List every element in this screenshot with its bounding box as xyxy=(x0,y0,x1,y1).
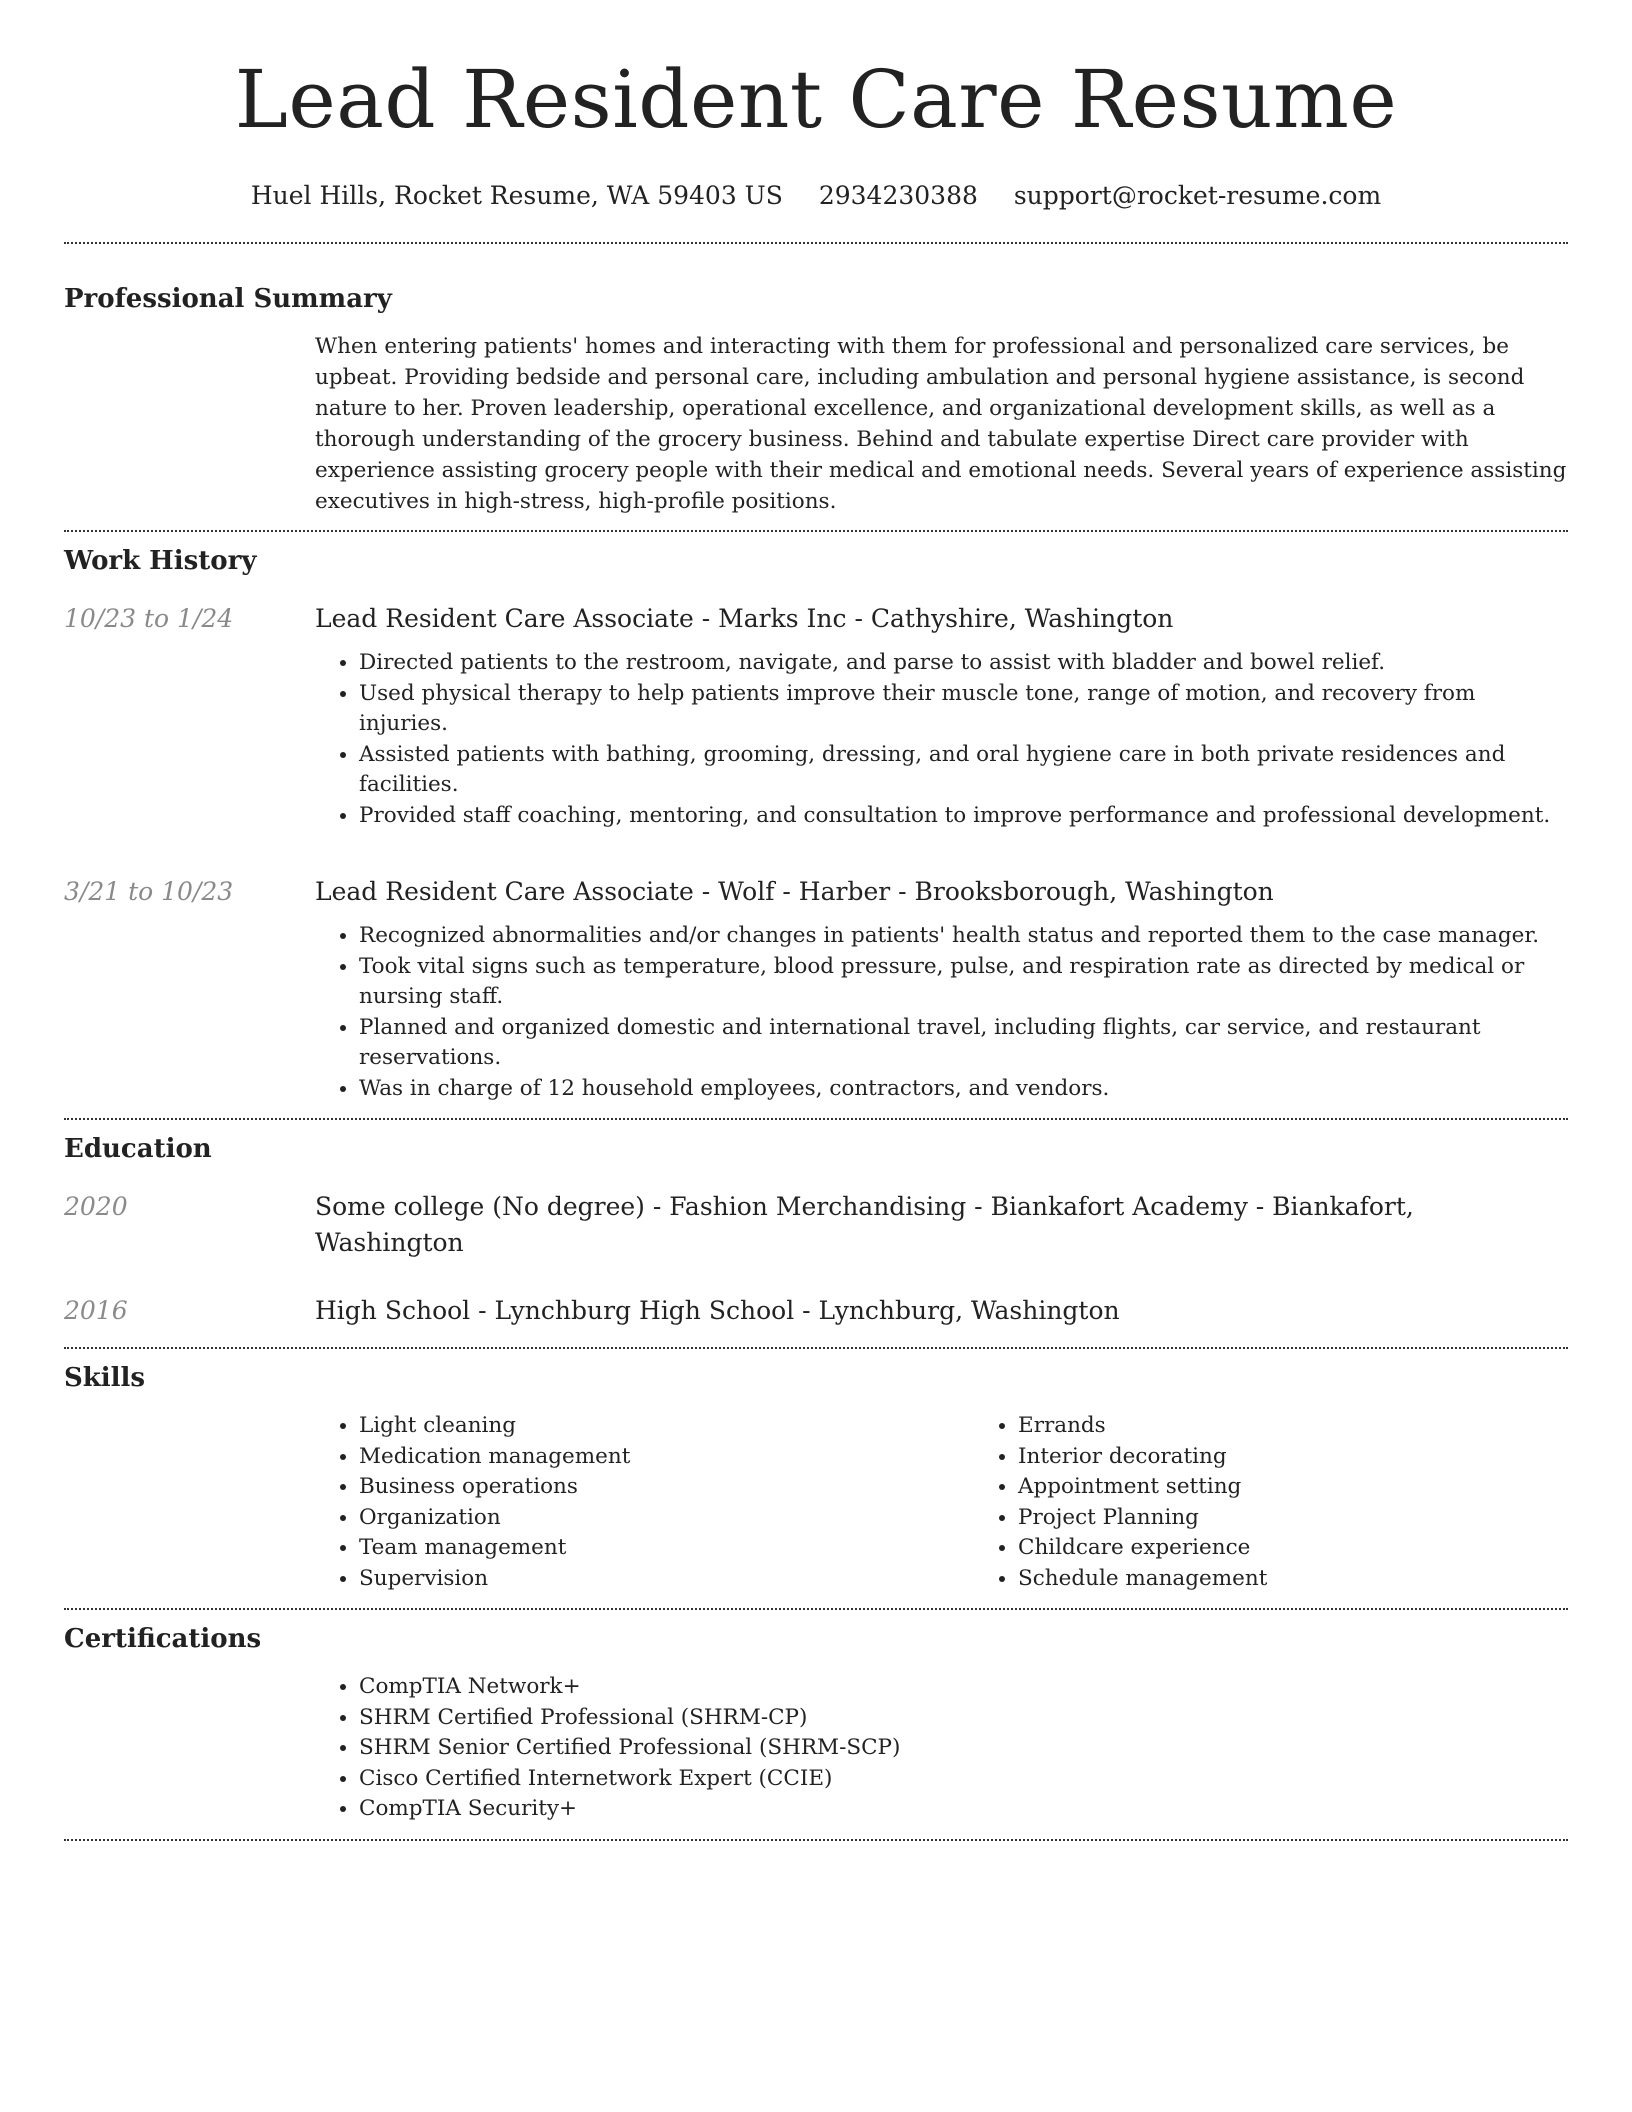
certifications-section xyxy=(64,1621,1568,1825)
list-item: • Project Planning xyxy=(1018,1503,1632,1534)
list-item: • Directed patients to the restroom, navigate, and parse to assist with bladder and bowel relief. xyxy=(359,648,1568,679)
job-entry xyxy=(64,874,1568,1104)
education-title: Some college (No degree) - Fashion Merchandising - Biankafort Academy - Biankafort, Washington xyxy=(315,1192,1414,1257)
resume-title: Lead Resident Care Resume xyxy=(234,53,1398,146)
job-bullets xyxy=(315,921,1568,1104)
list-item: • Assisted patients with bathing, grooming, dressing, and oral hygiene care in both private residences and facilities. xyxy=(359,740,1568,801)
section-title-certifications: Certifications xyxy=(64,1624,262,1654)
education-section xyxy=(64,1131,1568,1329)
list-item: • SHRM Certified Professional (SHRM-CP) xyxy=(359,1703,1568,1734)
section-title-work-history: Work History xyxy=(64,546,257,576)
section-title-skills: Skills xyxy=(64,1363,146,1393)
job-title: Lead Resident Care Associate - Wolf - Harber - Brooksborough, Washington xyxy=(315,877,1274,906)
contact-line xyxy=(64,178,1568,214)
divider xyxy=(64,1118,1568,1120)
contact-phone: 2934230388 xyxy=(818,181,978,210)
job-title: Lead Resident Care Associate - Marks Inc - Cathyshire, Washington xyxy=(315,604,1174,633)
list-item: • Business operations xyxy=(359,1472,974,1503)
list-item: • Took vital signs such as temperature, blood pressure, pulse, and respiration rate as directed by medical or nursing staff. xyxy=(359,952,1568,1013)
list-item: • Planned and organized domestic and international travel, including flights, car service, and restaurant reservations. xyxy=(359,1013,1568,1074)
education-year: 2016 xyxy=(64,1296,128,1325)
contact-email: support@rocket-resume.com xyxy=(1013,181,1382,210)
list-item: • Provided staff coaching, mentoring, and consultation to improve performance and professional development. xyxy=(359,801,1568,832)
job-entry xyxy=(64,601,1568,831)
section-title-education: Education xyxy=(64,1134,212,1164)
contact-address: Huel Hills, Rocket Resume, WA 59403 US xyxy=(250,181,783,210)
education-entry xyxy=(64,1293,1568,1329)
list-item: • Team management xyxy=(359,1533,974,1564)
list-item: • Was in charge of 12 household employees, contractors, and vendors. xyxy=(359,1074,1568,1105)
divider xyxy=(64,1608,1568,1610)
resume-page xyxy=(64,0,1568,1841)
education-entry xyxy=(64,1189,1568,1261)
skills-section xyxy=(64,1360,1568,1594)
list-item: • Appointment setting xyxy=(1018,1472,1632,1503)
education-title: High School - Lynchburg High School - Lynchburg, Washington xyxy=(315,1296,1120,1325)
skills-list-right xyxy=(974,1411,1632,1594)
section-title-summary: Professional Summary xyxy=(64,284,392,314)
skills-list-left xyxy=(315,1411,974,1594)
list-item: • Supervision xyxy=(359,1564,974,1595)
job-bullets xyxy=(315,648,1568,831)
education-year: 2020 xyxy=(64,1192,128,1221)
summary-text: When entering patients' homes and interacting with them for professional and personalized care services, be upbeat. Providing bedside and personal care, including ambulation and personal hygiene assistance, is second nature to her. Proven leadership, operational excellence, and organizational development skills, as well as a thorough understanding of the grocery business. Behind and tabulate expertise Direct care provider with experience assisting grocery people with their medical and emotional needs. Several years of experience assisting executives in high-stress, high-profile positions. xyxy=(315,334,1567,514)
certifications-list xyxy=(315,1672,1568,1825)
list-item: • Errands xyxy=(1018,1411,1632,1442)
list-item: • Recognized abnormalities and/or changes in patients' health status and reported them to the case manager. xyxy=(359,921,1568,952)
list-item: • Light cleaning xyxy=(359,1411,974,1442)
divider xyxy=(64,530,1568,532)
divider xyxy=(64,1347,1568,1349)
list-item: • Used physical therapy to help patients improve their muscle tone, range of motion, and recovery from injuries. xyxy=(359,679,1568,740)
job-dates: 3/21 to 10/23 xyxy=(64,877,234,906)
summary-section xyxy=(64,281,1568,517)
list-item: • Childcare experience xyxy=(1018,1533,1632,1564)
list-item: • Cisco Certified Internetwork Expert (CCIE) xyxy=(359,1764,1568,1795)
list-item: • SHRM Senior Certified Professional (SHRM-SCP) xyxy=(359,1733,1568,1764)
job-dates: 10/23 to 1/24 xyxy=(64,604,234,633)
divider xyxy=(64,242,1568,244)
list-item: • Medication management xyxy=(359,1442,974,1473)
list-item: • Schedule management xyxy=(1018,1564,1632,1595)
work-history-section xyxy=(64,543,1568,1104)
list-item: • CompTIA Security+ xyxy=(359,1794,1568,1825)
divider xyxy=(64,1839,1568,1841)
list-item: • Interior decorating xyxy=(1018,1442,1632,1473)
list-item: • Organization xyxy=(359,1503,974,1534)
list-item: • CompTIA Network+ xyxy=(359,1672,1568,1703)
